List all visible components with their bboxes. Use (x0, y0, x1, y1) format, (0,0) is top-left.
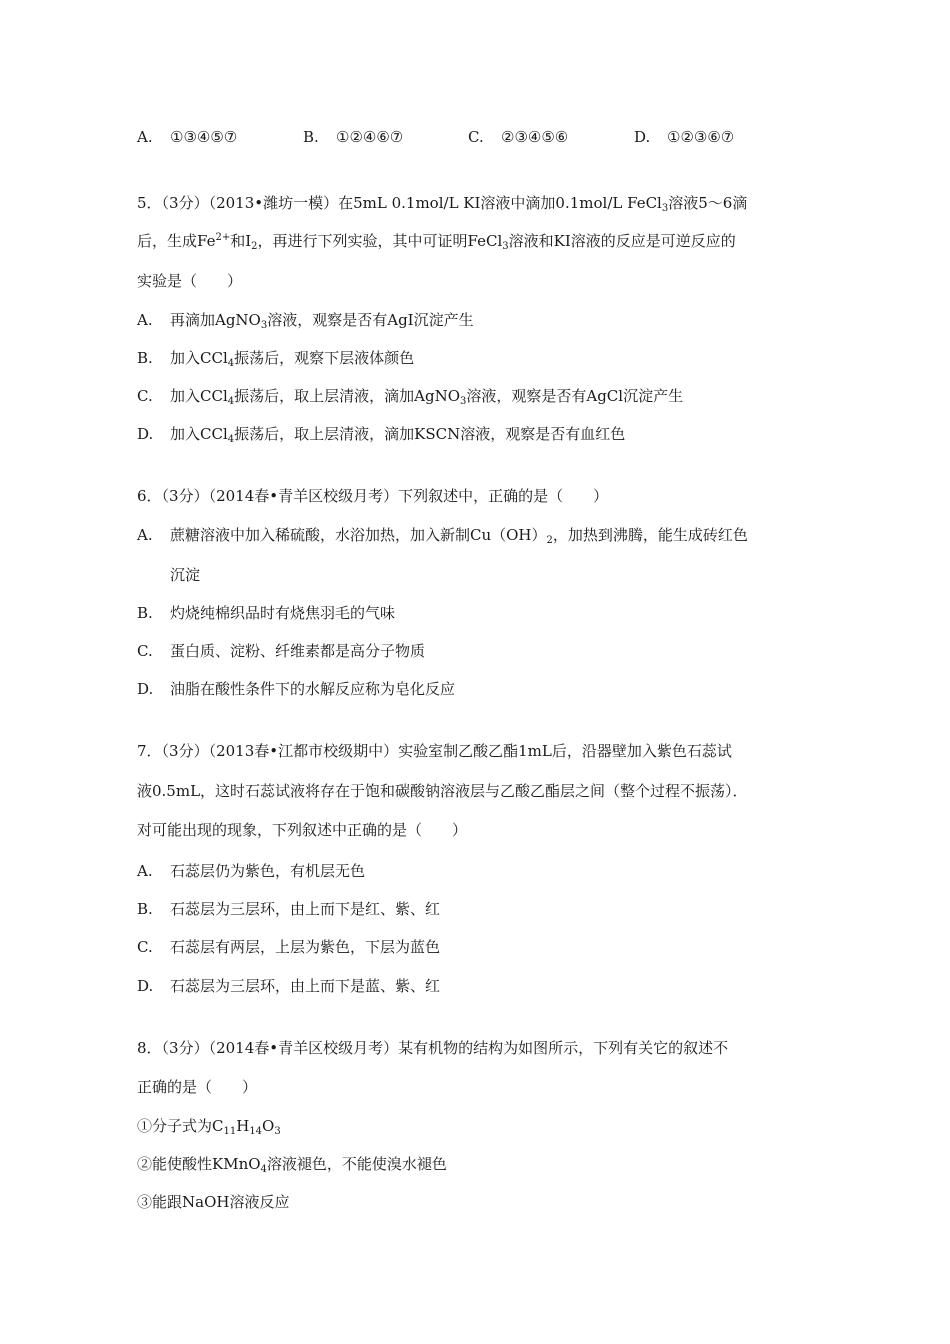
q7-option-a: A. 石蕊层仍为紫色，有机层无色 (137, 862, 366, 880)
q5-option-c: C. 加入CCl$_4$振荡后，取上层清液，滴加AgNO$_3$溶液，观察是否有AgCl沉淀产生 (137, 387, 684, 407)
q8-item-2: ②能使酸性KMnO$_4$溶液褪色，不能使溴水褪色 (137, 1155, 447, 1175)
q4-option-d: D. ①②③⑥⑦ (634, 128, 735, 146)
q5-option-a: A. 再滴加AgNO$_3$溶液，观察是否有AgI沉淀产生 (137, 311, 474, 331)
q5-stem-line2: 后，生成$Fe^{2+}$和$I_2$，再进行下列实验，其中可证明FeCl$_3$溶液和KI溶液的反应是可逆反应的 (137, 232, 736, 252)
q7-stem-line3: 对可能出现的现象，下列叙述中正确的是（ ） (137, 821, 468, 839)
q5-option-b: B. 加入CCl$_4$振荡后，观察下层液体颜色 (137, 349, 415, 369)
q5-stem-line1: 5．（3分）（2013•潍坊一模）在5mL 0.1mol/L KI溶液中滴加0.1mol/L FeCl$_3$溶液5～6滴 (137, 194, 748, 214)
q6-option-b: B. 灼烧纯棉织品时有烧焦羽毛的气味 (137, 604, 396, 622)
q8-item-3: ③能跟NaOH溶液反应 (137, 1193, 290, 1211)
q6-stem: 6．（3分）（2014春•青羊区校级月考）下列叙述中，正确的是（ ） (137, 487, 609, 505)
q8-stem-line2: 正确的是（ ） (137, 1078, 258, 1096)
q4-option-a: A. ①③④⑤⑦ (137, 128, 238, 146)
q6-option-a-continued: 沉淀 (170, 566, 201, 584)
q4-option-b: B. ①②④⑥⑦ (303, 128, 404, 146)
q4-option-c: C. ②③④⑤⑥ (468, 128, 569, 146)
q7-option-d: D. 石蕊层为三层环，由上而下是蓝、紫、红 (137, 977, 441, 995)
q6-option-c: C. 蛋白质、淀粉、纤维素都是高分子物质 (137, 642, 426, 660)
q8-stem-line1: 8．（3分）（2014春•青羊区校级月考）某有机物的结构为如图所示，下列有关它的叙述不 (137, 1039, 729, 1057)
q7-stem-line1: 7．（3分）（2013春•江都市校级期中）实验室制乙酸乙酯1mL后，沿器壁加入紫色石蕊试 (137, 742, 732, 760)
q5-option-d: D. 加入CCl$_4$振荡后，取上层清液，滴加KSCN溶液，观察是否有血红色 (137, 425, 626, 445)
q7-stem-line2: 液0.5mL，这时石蕊试液将存在于饱和碳酸钠溶液层与乙酸乙酯层之间（整个过程不振荡）． (137, 782, 748, 800)
q7-option-b: B. 石蕊层为三层环，由上而下是红、紫、红 (137, 900, 441, 918)
q6-option-a: A. 蔗糖溶液中加入稀硫酸，水浴加热，加入新制$Cu(OH)_2$，加热到沸腾，能生成砖红色 (137, 526, 748, 546)
q5-stem-line3: 实验是（ ） (137, 272, 243, 290)
q8-item-1: ①分子式为$C_{11}H_{14}O_3$ (137, 1117, 281, 1137)
q7-option-c: C. 石蕊层有两层，上层为紫色，下层为蓝色 (137, 938, 441, 956)
q6-option-d: D. 油脂在酸性条件下的水解反应称为皂化反应 (137, 680, 456, 698)
